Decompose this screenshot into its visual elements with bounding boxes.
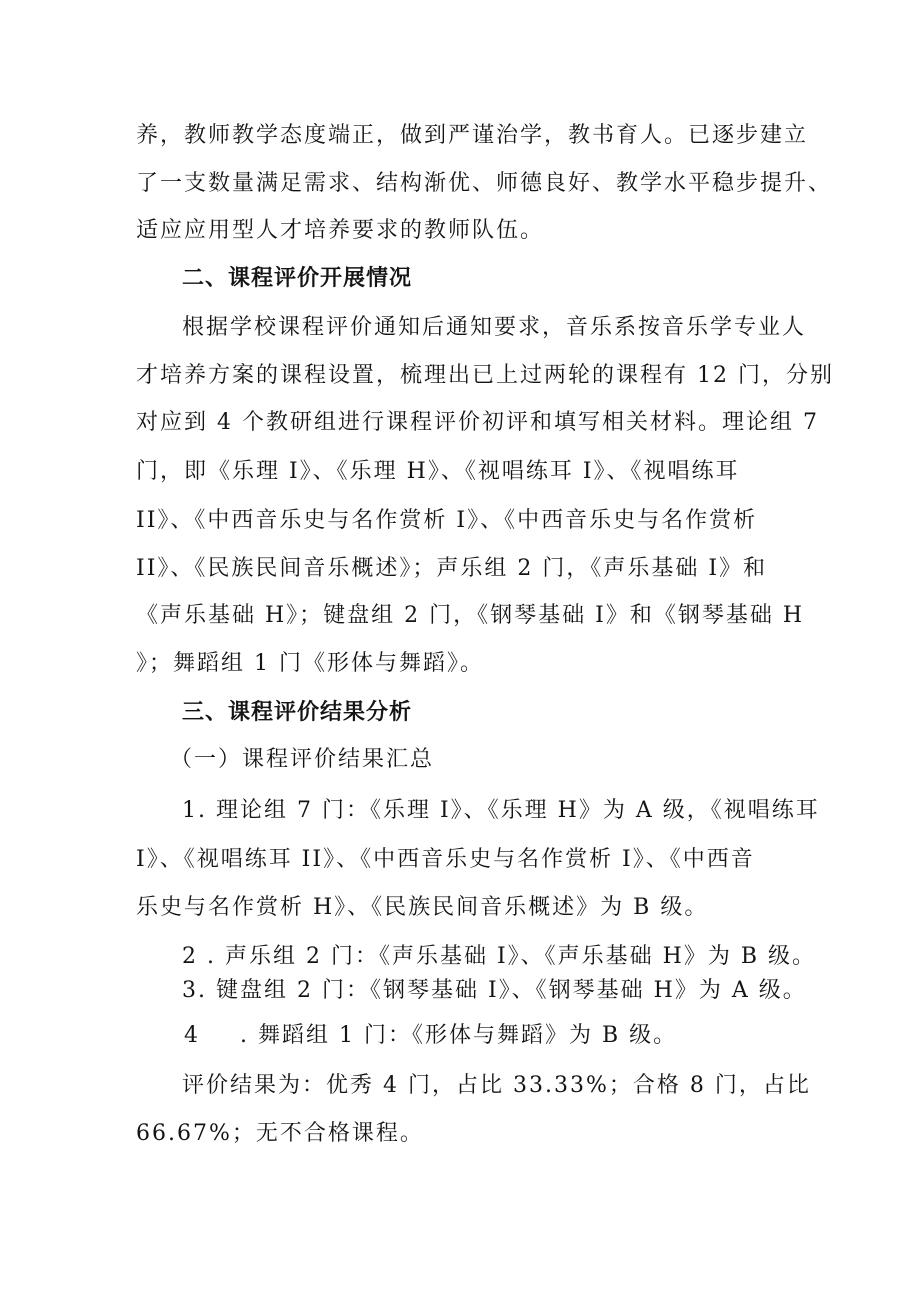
paragraph-1-line-3: 适应应用型人才培养要求的教师队伍。 xyxy=(136,218,545,243)
item-4-text: . 舞蹈组 1 门：《形体与舞蹈》为 B 级。 xyxy=(240,1023,678,1048)
item-4-number: 4 xyxy=(184,1023,200,1048)
section-2-line-8: 》；舞蹈组 1 门《形体与舞蹈》。 xyxy=(136,651,484,676)
section-2-line-4: 门，即《乐理 I》、《乐理 H》、《视唱练耳 I》、《视唱练耳 xyxy=(136,459,740,484)
section-2-heading: 二、课程评价开展情况 xyxy=(182,266,413,291)
section-2-line-1: 根据学校课程评价通知后通知要求，音乐系按音乐学专业人 xyxy=(182,315,807,340)
item-1-line-3: 乐史与名作赏析 H》、《民族民间音乐概述》为 B 级。 xyxy=(136,895,709,920)
section-3-heading: 三、课程评价结果分析 xyxy=(182,700,413,725)
result-line-1: 评价结果为：优秀 4 门，占比 33.33%；合格 8 门，占比 xyxy=(182,1073,811,1098)
section-2-line-2: 才培养方案的课程设置，梳理出已上过两轮的课程有 12 门，分别 xyxy=(136,363,834,388)
paragraph-1-line-1: 养，教师教学态度端正，做到严谨治学，教书育人。已逐步建立 xyxy=(136,123,809,148)
item-1-line-2: I》、《视唱练耳 II》、《中西音乐史与名作赏析 I》、《中西音 xyxy=(136,847,755,872)
paragraph-1-line-2: 了一支数量满足需求、结构渐优、师德良好、教学水平稳步提升、 xyxy=(136,171,833,196)
section-2-line-7: 《声乐基础 H》；键盘组 2 门，《钢琴基础 I》和《钢琴基础 H xyxy=(136,603,805,628)
section-2-line-6: II》、《民族民间音乐概述》；声乐组 2 门，《声乐基础 I》和 xyxy=(136,556,768,581)
section-2-line-5: II》、《中西音乐史与名作赏析 I》、《中西音乐史与名作赏析 xyxy=(136,508,758,533)
section-2-line-3: 对应到 4 个教研组进行课程评价初评和填写相关材料。理论组 7 xyxy=(136,410,819,435)
item-2: 2 . 声乐组 2 门：《声乐基础 I》、《声乐基础 H》为 B 级。 xyxy=(182,944,816,969)
item-1-line-1: 1. 理论组 7 门：《乐理 I》、《乐理 H》为 A 级，《视唱练耳 xyxy=(182,798,820,823)
item-3: 3. 键盘组 2 门：《钢琴基础 I》、《钢琴基础 H》为 A 级。 xyxy=(182,978,807,1003)
result-line-2: 66.67%；无不合格课程。 xyxy=(136,1121,424,1146)
section-3-subheading: （一）课程评价结果汇总 xyxy=(170,747,435,772)
